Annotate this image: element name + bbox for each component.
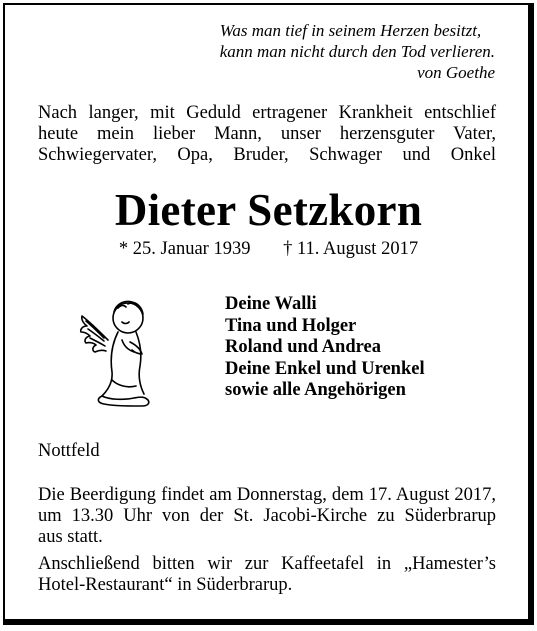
funeral-line-1: Die Beerdigung findet am Donnerstag, dem 17. August 2017, (38, 485, 496, 505)
mourner-line: Tina und Holger (225, 315, 357, 336)
reception-line-1: Anschließend bitten wir zur Kaffeetafel in „Hamester’s (38, 554, 496, 574)
intro-line-2: heute mein lieber Mann, unser herzensguter Vater, (38, 124, 496, 144)
reception-line-2: Hotel-Restaurant“ in Süderbrarup. (38, 575, 293, 595)
praying-angel-icon (78, 296, 158, 408)
birth-date: * 25. Januar 1939 (118, 239, 251, 259)
life-dates (0, 238, 537, 260)
funeral-line-2: um 13.30 Uhr von der St. Jacobi-Kirche zu Süderbrarup (38, 506, 496, 526)
mourner-line: sowie alle Angehörigen (225, 380, 406, 400)
death-date: † 11. August 2017 (283, 239, 419, 259)
funeral-info (38, 485, 496, 548)
mourner-line: Deine Walli (225, 294, 317, 314)
quote-line-2: kann man nicht durch den Tod verlieren. (219, 42, 495, 61)
reception-info (38, 554, 496, 596)
quote-author: von Goethe (417, 63, 495, 82)
quote-line-1: Was man tief in seinem Herzen besitzt, (219, 21, 482, 40)
deceased-name: Dieter Setzkorn (114, 185, 423, 235)
goethe-quote (220, 20, 495, 83)
intro-text (38, 103, 496, 166)
mourners-list (225, 294, 425, 402)
intro-line-1: Nach langer, mit Geduld ertragener Krankheit entschlief (38, 103, 496, 123)
place-name: Nottfeld (38, 441, 100, 461)
mourner-line: Deine Enkel und Urenkel (225, 358, 425, 379)
intro-line-3: Schwiegervater, Opa, Bruder, Schwager und Onkel (38, 145, 496, 165)
funeral-line-3: aus statt. (38, 527, 103, 547)
mourner-line: Roland und Andrea (225, 337, 381, 357)
